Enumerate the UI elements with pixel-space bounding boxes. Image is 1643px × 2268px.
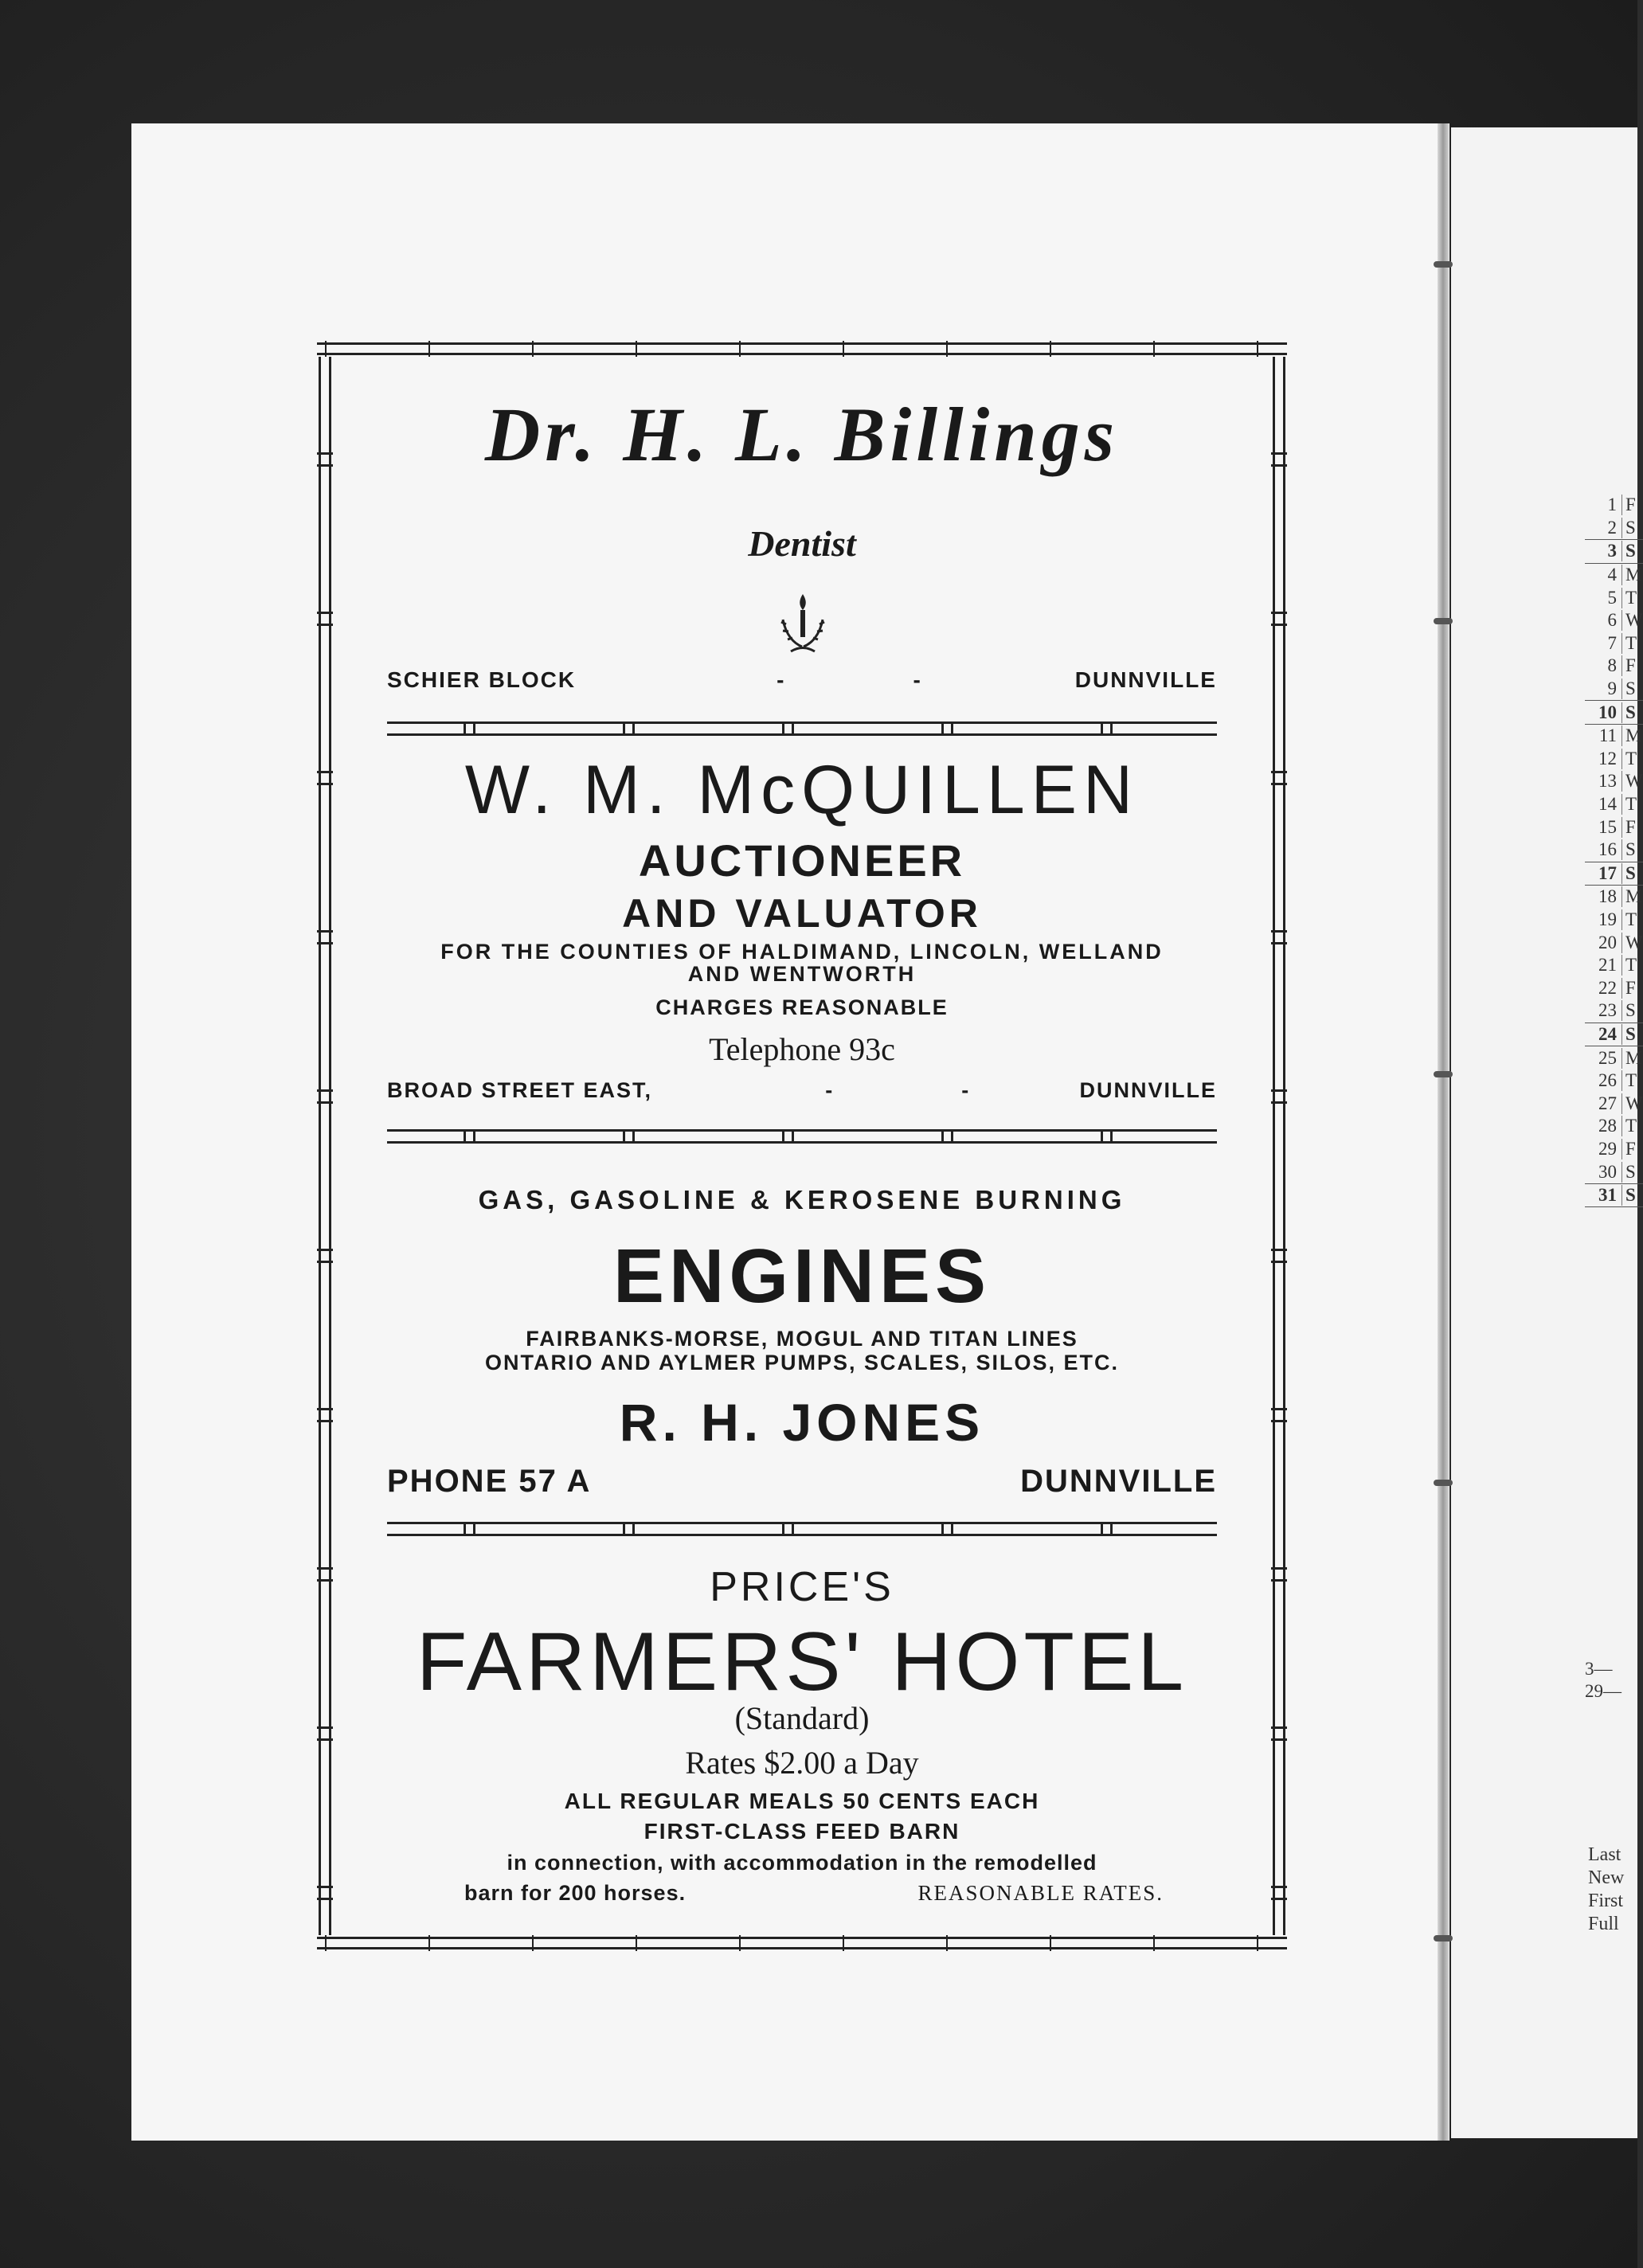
calendar-column: [1585, 494, 1643, 1207]
calendar-weekday: S: [1625, 1000, 1636, 1021]
calendar-weekday: F: [1625, 655, 1636, 676]
counties-line-2: AND WENTWORTH: [687, 962, 917, 986]
binding-stitch: [1434, 261, 1453, 268]
calendar-weekday: W: [1625, 932, 1643, 952]
dentist-address: SCHIER BLOCK: [387, 667, 577, 692]
phase-label: First: [1588, 1891, 1624, 1911]
torch-icon: [775, 588, 831, 659]
calendar-row: [1585, 1069, 1643, 1093]
separator: -: [777, 667, 786, 692]
calendar-row: [1585, 954, 1643, 977]
calendar-date: 2: [1585, 518, 1622, 538]
calendar-row: [1585, 539, 1643, 564]
calendar-row: [1585, 517, 1643, 540]
calendar-weekday: S: [1625, 541, 1636, 561]
dealer-phone: PHONE 57 A: [387, 1464, 592, 1499]
hotel-owner: PRICE'S: [710, 1564, 894, 1610]
calendar-row: [1585, 1183, 1643, 1208]
charges-text: CHARGES REASONABLE: [655, 995, 949, 1019]
calendar-date: 23: [1585, 1000, 1622, 1021]
calendar-date: 7: [1585, 633, 1622, 654]
auctioneer-name: W. M. McQUILLEN: [464, 752, 1140, 828]
reasonable-rates: REASONABLE RATES.: [917, 1881, 1164, 1905]
calendar-weekday: T: [1625, 794, 1637, 815]
calendar-weekday: T: [1625, 748, 1637, 768]
book-gutter: [1438, 123, 1449, 2141]
calendar-weekday: S: [1625, 702, 1636, 722]
calendar-row: [1585, 909, 1643, 932]
calendar-weekday: W: [1625, 771, 1643, 792]
calendar-row: [1585, 1160, 1643, 1183]
calendar-date: 20: [1585, 933, 1622, 953]
calendar-date: 4: [1585, 565, 1622, 585]
calendar-row: [1585, 678, 1643, 701]
barn-connection: in connection, with accommodation in the remodelled: [507, 1851, 1097, 1875]
binding-stitch: [1434, 618, 1453, 624]
barn-capacity: barn for 200 horses.: [464, 1881, 687, 1905]
calendar-weekday: S: [1625, 678, 1636, 699]
calendar-row: [1585, 862, 1643, 886]
calendar-date: 16: [1585, 839, 1622, 860]
telephone-text: Telephone 93c: [709, 1031, 895, 1067]
calendar-row: [1585, 770, 1643, 793]
calendar-date: 9: [1585, 678, 1622, 699]
phase-label: Full: [1588, 1914, 1619, 1934]
calendar-row: [1585, 494, 1643, 517]
calendar-row: [1585, 700, 1643, 725]
calendar-weekday: S: [1625, 1185, 1636, 1206]
pump-lines: ONTARIO AND AYLMER PUMPS, SCALES, SILOS, ETC.: [484, 1351, 1120, 1374]
calendar-row: [1585, 564, 1643, 587]
calendar-weekday: S: [1625, 517, 1636, 538]
calendar-date: 22: [1585, 978, 1622, 999]
calendar-date: 21: [1585, 955, 1622, 976]
calendar-row: [1585, 1138, 1643, 1161]
calendar-date: 27: [1585, 1093, 1622, 1114]
calendar-row: [1585, 931, 1643, 954]
calendar-weekday: S: [1625, 1023, 1636, 1044]
calendar-row: [1585, 1023, 1643, 1047]
moon-dates: [1585, 1659, 1621, 1703]
calendar-date: 3: [1585, 541, 1622, 561]
calendar-weekday: T: [1625, 587, 1637, 608]
calendar-row: [1585, 655, 1643, 678]
calendar-date: 11: [1585, 725, 1622, 746]
calendar-date: 13: [1585, 771, 1622, 792]
calendar-date: 28: [1585, 1116, 1622, 1136]
calendar-date: 17: [1585, 863, 1622, 884]
dealer-contact-row: [387, 1464, 1217, 1500]
calendar-row: [1585, 609, 1643, 632]
auctioneer-address-row: [387, 1078, 1217, 1103]
ornamental-divider: [387, 1522, 1217, 1536]
binding-stitch: [1434, 1480, 1453, 1486]
calendar-date: 8: [1585, 655, 1622, 676]
calendar-date: 18: [1585, 886, 1622, 907]
calendar-weekday: T: [1625, 1070, 1637, 1091]
calendar-date: 10: [1585, 702, 1622, 723]
hotel-meals: ALL REGULAR MEALS 50 CENTS EACH: [564, 1789, 1040, 1813]
separator: -: [913, 667, 922, 692]
calendar-row: [1585, 815, 1643, 839]
calendar-weekday: M: [1625, 886, 1642, 907]
dealer-town: DUNNVILLE: [1020, 1464, 1217, 1499]
calendar-row: [1585, 632, 1643, 655]
moon-date: 3—: [1585, 1659, 1613, 1679]
counties-line: FOR THE COUNTIES OF HALDIMAND, LINCOLN, WELLAND: [440, 940, 1164, 964]
ornamental-divider: [387, 1129, 1217, 1144]
separator: -: [961, 1078, 971, 1102]
dealer-name: R. H. JONES: [619, 1393, 985, 1452]
calendar-row: [1585, 976, 1643, 999]
calendar-weekday: M: [1625, 1047, 1642, 1068]
calendar-date: 24: [1585, 1024, 1622, 1045]
calendar-date: 19: [1585, 909, 1622, 930]
binding-stitch: [1434, 1071, 1453, 1077]
calendar-row: [1585, 586, 1643, 609]
ad-frame: [317, 341, 1287, 1951]
barn-row: [464, 1881, 1164, 1906]
calendar-weekday: W: [1625, 610, 1643, 631]
calendar-date: 5: [1585, 588, 1622, 608]
calendar-row: [1585, 839, 1643, 862]
calendar-weekday: T: [1625, 909, 1637, 929]
calendar-date: 1: [1585, 495, 1622, 515]
calendar-row: [1585, 725, 1643, 748]
separator: -: [825, 1078, 835, 1102]
calendar-row: [1585, 1115, 1643, 1138]
phase-label: Last: [1588, 1844, 1621, 1865]
dentist-address-row: [387, 667, 1217, 693]
calendar-row: [1585, 886, 1643, 909]
dentist-name: Dr. H. L. Billings: [484, 392, 1120, 477]
calendar-weekday: T: [1625, 1116, 1637, 1136]
calendar-weekday: T: [1625, 632, 1637, 653]
valuator-title: AND VALUATOR: [622, 891, 982, 936]
engine-lines: FAIRBANKS-MORSE, MOGUL AND TITAN LINES: [526, 1327, 1078, 1351]
calendar-date: 30: [1585, 1162, 1622, 1183]
engines-header: GAS, GASOLINE & KEROSENE BURNING: [478, 1185, 1126, 1214]
calendar-row: [1585, 748, 1643, 771]
calendar-weekday: W: [1625, 1093, 1643, 1113]
calendar-weekday: S: [1625, 839, 1636, 860]
moon-phases: [1588, 1844, 1624, 1936]
dentist-town: DUNNVILLE: [1074, 667, 1217, 692]
calendar-weekday: F: [1625, 816, 1636, 837]
calendar-date: 26: [1585, 1070, 1622, 1091]
moon-date: 29—: [1585, 1681, 1621, 1701]
dentist-title: Dentist: [748, 523, 856, 564]
ornamental-divider: [387, 721, 1217, 736]
engines-title: ENGINES: [612, 1234, 992, 1319]
calendar-date: 14: [1585, 794, 1622, 815]
calendar-date: 25: [1585, 1048, 1622, 1069]
calendar-row: [1585, 999, 1643, 1023]
auctioneer-town: DUNNVILLE: [1079, 1078, 1217, 1102]
calendar-date: 15: [1585, 817, 1622, 838]
calendar-date: 12: [1585, 749, 1622, 769]
hotel-rates: Rates $2.00 a Day: [685, 1745, 919, 1781]
calendar-row: [1585, 1046, 1643, 1069]
auctioneer-address: BROAD STREET EAST,: [387, 1078, 653, 1102]
binding-stitch: [1434, 1935, 1453, 1941]
calendar-date: 29: [1585, 1139, 1622, 1159]
calendar-date: 31: [1585, 1185, 1622, 1206]
calendar-weekday: F: [1625, 1138, 1636, 1159]
calendar-weekday: M: [1625, 565, 1642, 585]
calendar-weekday: T: [1625, 955, 1637, 976]
calendar-row: [1585, 1092, 1643, 1115]
calendar-row: [1585, 793, 1643, 816]
calendar-weekday: S: [1625, 1161, 1636, 1182]
hotel-standard: (Standard): [734, 1700, 870, 1736]
calendar-weekday: F: [1625, 495, 1636, 515]
calendar-weekday: S: [1625, 862, 1636, 883]
calendar-weekday: F: [1625, 977, 1636, 998]
feed-barn: FIRST-CLASS FEED BARN: [644, 1819, 960, 1844]
hotel-name: FARMERS' HOTEL: [416, 1616, 1188, 1708]
auctioneer-title: AUCTIONEER: [638, 835, 966, 886]
calendar-weekday: M: [1625, 725, 1642, 746]
phase-label: New: [1588, 1867, 1625, 1888]
calendar-date: 6: [1585, 610, 1622, 631]
